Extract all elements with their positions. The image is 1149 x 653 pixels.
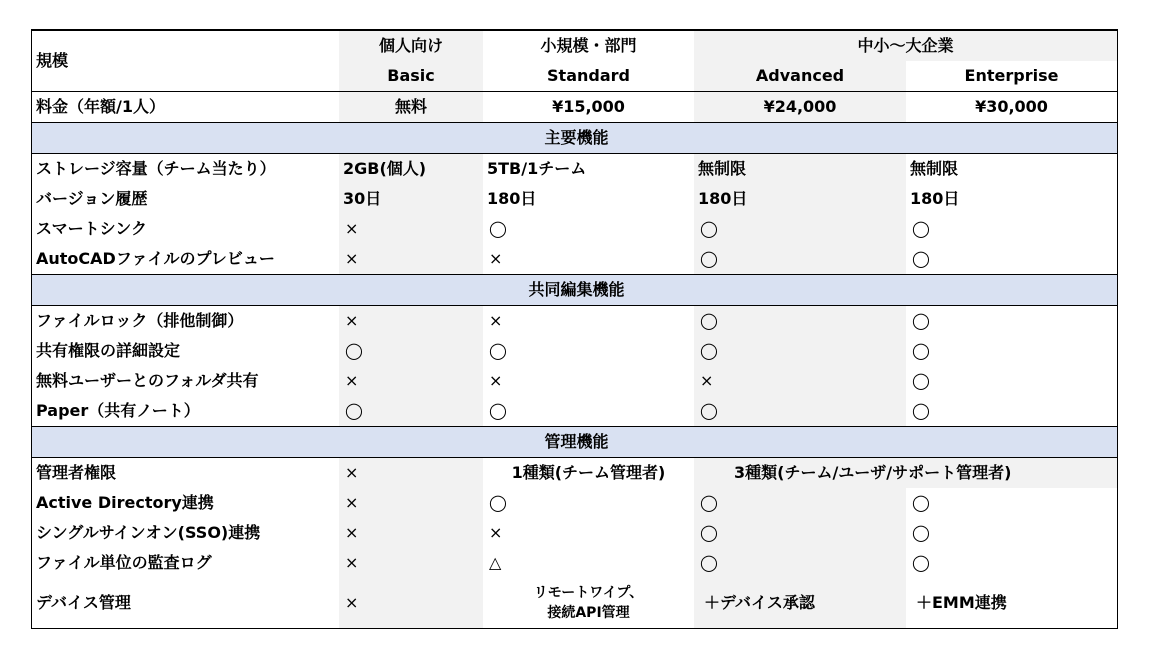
cell-mark: ×: [339, 548, 483, 578]
plan-enterprise: Enterprise: [964, 66, 1059, 85]
table-row: [32, 458, 1117, 489]
row-label: シングルサインオン(SSO)連携: [36, 523, 261, 542]
table-row: [32, 244, 1117, 275]
cell: ＋デバイス承認: [694, 578, 906, 628]
cell-mark: ×: [489, 371, 503, 390]
cell-mark: ◯: [912, 341, 930, 360]
group-enterprise: 中小～大企業: [694, 31, 1117, 62]
table-row: [32, 184, 1117, 214]
cell-mark: ×: [489, 249, 503, 268]
cell-mark: ◯: [694, 488, 906, 518]
cell: 180日: [694, 184, 906, 214]
row-label: 無料ユーザーとのフォルダ共有: [36, 371, 259, 390]
cell-mark: ◯: [694, 396, 906, 427]
cell-mark: ◯: [694, 518, 906, 548]
row-label: バージョン履歴: [36, 189, 148, 208]
cell: 1種類(チーム管理者): [511, 463, 666, 482]
cell-mark: ◯: [339, 336, 483, 366]
table-row: [32, 366, 1117, 396]
cell-mark: ×: [339, 578, 483, 628]
row-label: ファイルロック（排他制御）: [36, 311, 244, 330]
cell-mark: ×: [339, 306, 483, 337]
cell-mark: ×: [339, 458, 483, 489]
cell-multiline: [483, 578, 694, 628]
cell-mark: ◯: [489, 401, 507, 420]
section-header: [32, 427, 1117, 458]
cell-mark: ◯: [912, 401, 930, 420]
cell: 30日: [339, 184, 483, 214]
plan-standard: Standard: [547, 66, 630, 85]
cell: 180日: [487, 189, 537, 208]
cell-mark: ×: [339, 214, 483, 244]
cell-mark: ×: [339, 366, 483, 396]
cell: 180日: [910, 189, 960, 208]
section-header: [32, 123, 1117, 154]
row-label: 共有権限の詳細設定: [36, 341, 181, 360]
cell-mark: ◯: [489, 219, 507, 238]
cell-mark: ◯: [912, 523, 930, 542]
cell: 3種類(チーム/ユーザ/サポート管理者): [694, 458, 1117, 489]
cell-mark: ×: [339, 518, 483, 548]
group-small: 小規模・部門: [483, 31, 694, 62]
table-row: [32, 336, 1117, 366]
cell-mark: ◯: [912, 493, 930, 512]
row-label: ファイル単位の監査ログ: [36, 553, 212, 572]
scale-label: 規模: [32, 31, 339, 92]
cell-mark: △: [489, 553, 502, 572]
header-group-row: [32, 31, 1117, 62]
row-label: AutoCADファイルのプレビュー: [36, 249, 275, 268]
cell-mark: ◯: [912, 553, 930, 572]
cell-mark: ◯: [489, 341, 507, 360]
cell-mark: ◯: [694, 306, 906, 337]
price-label: 料金（年額/1人）: [32, 92, 339, 123]
cell-mark: ◯: [489, 493, 507, 512]
cell: 2GB(個人): [339, 154, 483, 185]
cell: 無制限: [694, 154, 906, 185]
cell-mark: ◯: [912, 311, 930, 330]
cell-mark: ×: [489, 523, 503, 542]
cell: ＋EMM連携: [916, 593, 1007, 612]
section-title-collab: 共同編集機能: [32, 275, 1117, 306]
price-row: [32, 92, 1117, 123]
cell-mark: ×: [339, 488, 483, 518]
cell: 5TB/1チーム: [487, 159, 587, 178]
table-row: [32, 548, 1117, 578]
price-cell: ¥15,000: [483, 92, 694, 123]
group-personal: 個人向け: [339, 31, 483, 62]
price-cell: ¥24,000: [694, 92, 906, 123]
plan-comparison-table: [32, 30, 1117, 628]
cell-line: 接続API管理: [547, 605, 630, 621]
cell-mark: ×: [694, 366, 906, 396]
plan-advanced: Advanced: [694, 61, 906, 92]
row-label: Paper（共有ノート）: [36, 401, 200, 420]
table-row: [32, 154, 1117, 185]
section-title-main: 主要機能: [32, 123, 1117, 154]
cell-mark: ×: [489, 311, 503, 330]
cell-mark: ◯: [694, 336, 906, 366]
row-label: ストレージ容量（チーム当たり）: [36, 159, 276, 178]
cell: 無制限: [910, 159, 959, 178]
cell-mark: ◯: [339, 396, 483, 427]
section-header: [32, 275, 1117, 306]
cell-mark: ◯: [912, 219, 930, 238]
row-label: 管理者権限: [36, 463, 117, 482]
row-label: Active Directory連携: [36, 493, 214, 512]
price-cell: 無料: [339, 92, 483, 123]
table-row: [32, 518, 1117, 548]
table-row: [32, 306, 1117, 337]
cell-mark: ◯: [694, 214, 906, 244]
cell-mark: ◯: [912, 249, 930, 268]
cell-mark: ◯: [694, 548, 906, 578]
row-label: スマートシンク: [36, 219, 147, 238]
cell-mark: ×: [339, 244, 483, 275]
table-row: [32, 488, 1117, 518]
cell-mark: ◯: [912, 371, 930, 390]
cell-mark: ◯: [694, 244, 906, 275]
row-label: デバイス管理: [36, 593, 131, 612]
cell-line: リモートワイプ、: [533, 585, 644, 601]
price-cell: ¥30,000: [906, 92, 1117, 123]
section-title-admin: 管理機能: [32, 427, 1117, 458]
table-row: [32, 578, 1117, 628]
table-row: [32, 396, 1117, 427]
plan-basic: Basic: [339, 61, 483, 92]
table-row: [32, 214, 1117, 244]
